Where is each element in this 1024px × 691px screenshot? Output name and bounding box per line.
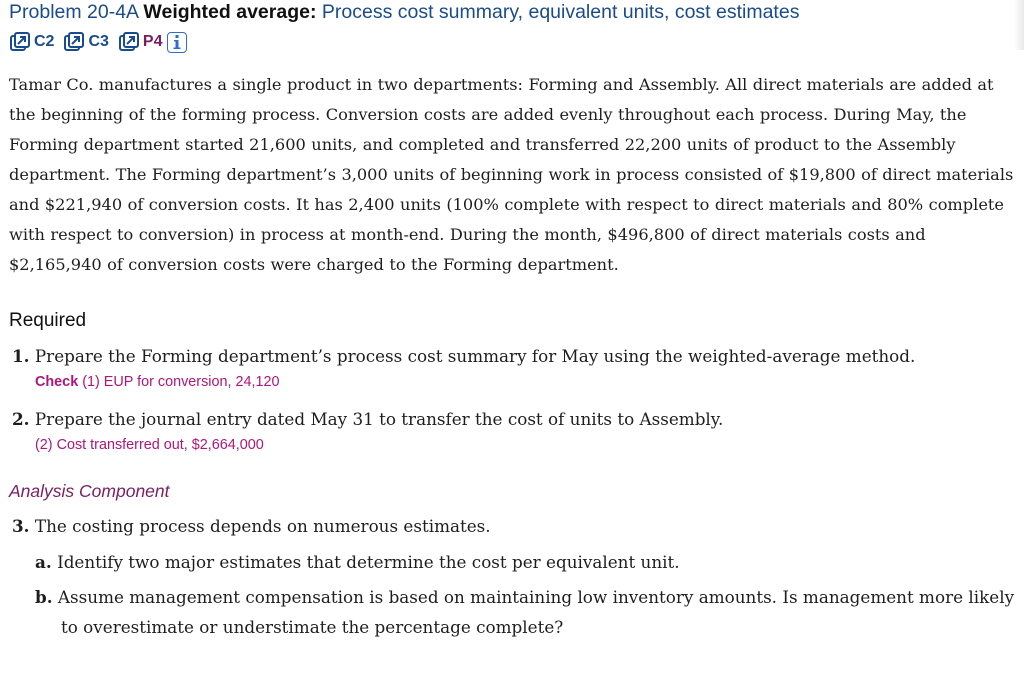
problem-type: Weighted average: bbox=[143, 1, 317, 23]
sub-item-text: Identify two major estimates that determine the cost per equivalent unit. bbox=[57, 552, 680, 572]
check-text: (2) Cost transferred out, $2,664,000 bbox=[35, 437, 264, 453]
external-link-icon bbox=[63, 32, 85, 52]
problem-intro: Tamar Co. manufactures a single product in two departments: Forming and Assembly. All direct materials are added at the beginning of the forming process. Conversion costs are added evenly throughout each process. During May, the Forming department started 21,600 units, and completed and transferred 22,200 units of product to the Assembly department. The Forming department’s 3,000 units of beginning work in process consisted of $19,800 of direct materials and $221,940 of conversion costs. It has 2,400 units (100% complete with respect to direct materials and 80% complete with respect to conversion) in process at month-end. During the month, $496,800 of direct materials costs and $2,165,940 of conversion costs were charged to the Forming department. bbox=[9, 75, 1014, 274]
sub-item-text: Assume management compensation is based on maintaining low inventory amounts. Is management more likely to overestimate or understimate the percentage complete? bbox=[57, 587, 1015, 637]
sub-item-b bbox=[35, 582, 1019, 642]
requirement-3 bbox=[12, 514, 1019, 538]
requirement-2 bbox=[12, 407, 1019, 431]
tag-p4[interactable] bbox=[118, 32, 163, 52]
check-label: Check bbox=[35, 374, 79, 390]
requirement-text: Prepare the journal entry dated May 31 to transfer the cost of units to Assembly. bbox=[34, 409, 724, 429]
requirement-number: 2. bbox=[12, 409, 30, 429]
requirement-number: 3. bbox=[12, 516, 30, 536]
requirement-1 bbox=[12, 344, 1019, 368]
external-link-icon bbox=[9, 32, 31, 52]
sub-item-a bbox=[35, 547, 1019, 577]
external-link-icon bbox=[118, 32, 140, 52]
problem-title bbox=[9, 0, 1019, 24]
required-heading: Required bbox=[9, 310, 87, 331]
check-text: (1) EUP for conversion, 24,120 bbox=[82, 374, 280, 390]
problem-page bbox=[9, 0, 1019, 642]
sub-item-letter: b. bbox=[35, 587, 53, 607]
learning-objective-tags bbox=[9, 29, 1019, 55]
problem-number: Problem 20-4A bbox=[9, 1, 138, 23]
tag-c3[interactable] bbox=[63, 32, 108, 52]
check-figure-1 bbox=[35, 372, 1019, 392]
tag-label: C3 bbox=[88, 33, 109, 50]
tag-c2[interactable] bbox=[9, 32, 54, 52]
tag-label: C2 bbox=[34, 33, 55, 50]
sub-item-letter: a. bbox=[35, 552, 52, 572]
requirement-text: The costing process depends on numerous estimates. bbox=[34, 516, 491, 536]
requirement-text: Prepare the Forming department’s process cost summary for May using the weighted-average method. bbox=[34, 346, 916, 366]
requirement-number: 1. bbox=[12, 346, 30, 366]
problem-description: Process cost summary, equivalent units, cost estimates bbox=[321, 1, 800, 23]
analysis-heading: Analysis Component bbox=[9, 481, 170, 501]
info-icon[interactable] bbox=[167, 32, 187, 53]
check-figure-2 bbox=[35, 435, 1019, 455]
tag-label: P4 bbox=[142, 33, 163, 50]
